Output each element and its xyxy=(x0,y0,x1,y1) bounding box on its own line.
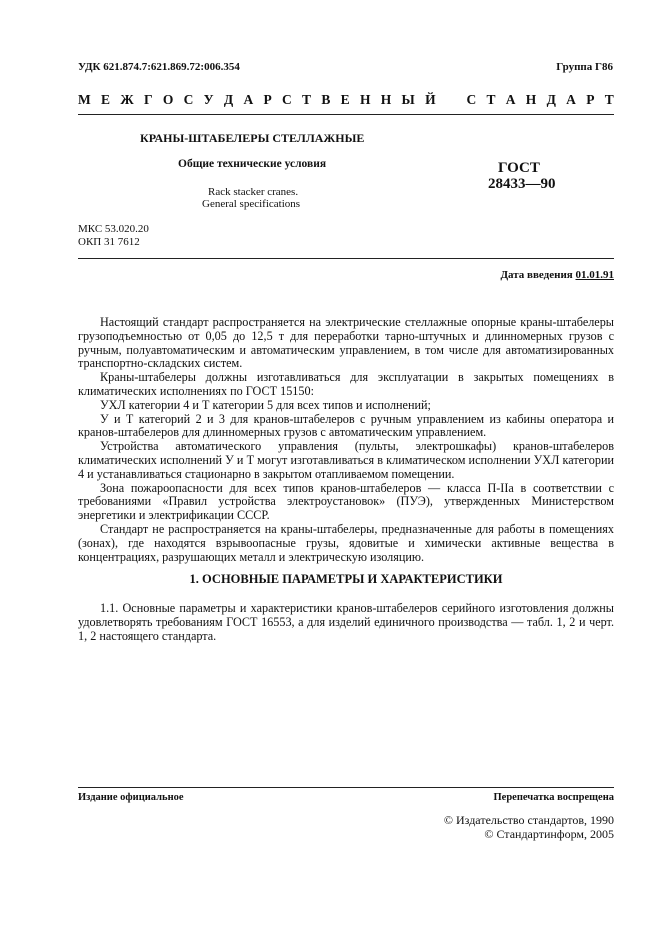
reprint-prohibited-note: Перепечатка воспрещена xyxy=(493,792,614,803)
bottom-divider xyxy=(78,787,614,788)
paragraph: 1.1. Основные параметры и характеристики кранов-штабелеров серийного изготовления должны удовлетворять требованиям ГОСТ 16553, а для изделий единичного производства — табл. 1, 2 и черт. 1, 2 настоящего стандарта. xyxy=(78,601,614,644)
copyright-line-2: © Стандартинформ, 2005 xyxy=(484,827,614,841)
paragraph: Краны-штабелеры должны изготавливаться для эксплуатации в закрытых помещениях в климатических исполнениях по ГОСТ 15150: xyxy=(78,370,614,398)
paragraph: Настоящий стандарт распространяется на электрические стеллажные опорные краны-штабелеры грузоподъемностью от 0,05 до 12,5 т для переработки тарно-штучных и длинномерных грузов с ручным, полуавтоматическим и автоматическим управлением, в том числе для автоматизированных транспортно-складских систем. xyxy=(78,315,614,371)
banner-letter: Г xyxy=(143,92,153,107)
group-code: Группа Г86 xyxy=(556,61,613,73)
intro-text xyxy=(78,316,614,564)
banner-letter: Н xyxy=(380,92,392,107)
introduction-date-value: 01.01.91 xyxy=(575,269,614,281)
document-subtitle: Общие технические условия xyxy=(178,158,327,170)
banner-letter: А xyxy=(243,92,254,107)
mks-code: МКС 53.020.20 xyxy=(78,223,149,235)
banner-letter: Р xyxy=(263,92,272,107)
gost-label: ГОСТ xyxy=(498,160,540,176)
section-heading: 1. ОСНОВНЫЕ ПАРАМЕТРЫ И ХАРАКТЕРИСТИКИ xyxy=(189,572,503,586)
banner-letter: Й xyxy=(425,92,436,107)
middle-divider xyxy=(78,258,614,259)
banner-letter: С xyxy=(282,92,292,107)
gost-number: 28433—90 xyxy=(488,176,556,192)
banner-letter: Н xyxy=(525,92,537,107)
introduction-date-label: Дата введения xyxy=(500,269,573,281)
banner-letter: Р xyxy=(586,92,595,107)
official-edition-note: Издание официальное xyxy=(78,792,184,803)
banner-letter: Е xyxy=(101,92,111,107)
section-text xyxy=(78,601,614,644)
banner-letter: О xyxy=(162,92,174,107)
banner-letter: М xyxy=(78,92,91,107)
paragraph: У и Т категорий 2 и 3 для кранов-штабелеров с ручным управлением из кабины оператора и кранов-штабелеров для длинномерных грузов с автоматическим управлением. xyxy=(78,411,614,440)
banner-letter: В xyxy=(321,92,331,107)
paragraph: Стандарт не распространяется на краны-штабелеры, предназначенные для работы в помещениях (зонах), где находятся взрывоопасные грузы, ядовитые и химически активные вещества в концентрациях, разрушающих металл и электрическую изоляцию. xyxy=(78,521,614,564)
okp-code: ОКП 31 7612 xyxy=(78,236,140,248)
banner-letter: Д xyxy=(546,92,556,107)
banner-letter: Ж xyxy=(120,92,134,107)
banner-letter: С xyxy=(466,92,477,107)
paragraph: УХЛ категории 4 и Т категории 5 для всех типов и исполнений; xyxy=(100,397,431,412)
top-divider xyxy=(78,114,614,115)
udk-code: УДК 621.874.7:621.869.72:006.354 xyxy=(78,61,240,73)
banner-letter: С xyxy=(183,92,194,107)
banner-letter: Н xyxy=(359,92,371,107)
paragraph: Устройства автоматического управления (пульты, электрошкафы) кранов-штабелеров климатических исполнений У и Т могут изготавливаться в климатическом исполнении УХЛ категории 4 и устанавливаться стационарно в закрытом отапливаемом помещении. xyxy=(78,439,614,481)
english-title-line-2: General specifications xyxy=(202,198,301,210)
banner-letter: Т xyxy=(604,92,614,107)
banner-letter: Д xyxy=(223,92,234,107)
introduction-date xyxy=(500,269,614,281)
banner-letter: Е xyxy=(340,92,350,107)
banner-letter: Ы xyxy=(401,92,415,107)
banner-letter: А xyxy=(505,92,516,107)
copyright-line-1: © Издательство стандартов, 1990 xyxy=(443,813,614,827)
banner-letter: Т xyxy=(486,92,496,107)
banner-letter: Т xyxy=(302,92,312,107)
banner-letter: А xyxy=(566,92,576,107)
english-title-line-1: Rack stacker cranes. xyxy=(208,186,299,198)
interstate-standard-banner xyxy=(78,92,614,108)
banner-letter: У xyxy=(203,92,214,107)
document-title: КРАНЫ-ШТАБЕЛЕРЫ СТЕЛЛАЖНЫЕ xyxy=(140,131,365,145)
paragraph: Зона пожароопасности для всех типов кранов-штабелеров — класса П-IIа в соответствии с требованиями «Правил устройства электроустановок» (ПУЭ), утвержденных Министерством энергетики и электрификации СССР. xyxy=(78,480,614,523)
